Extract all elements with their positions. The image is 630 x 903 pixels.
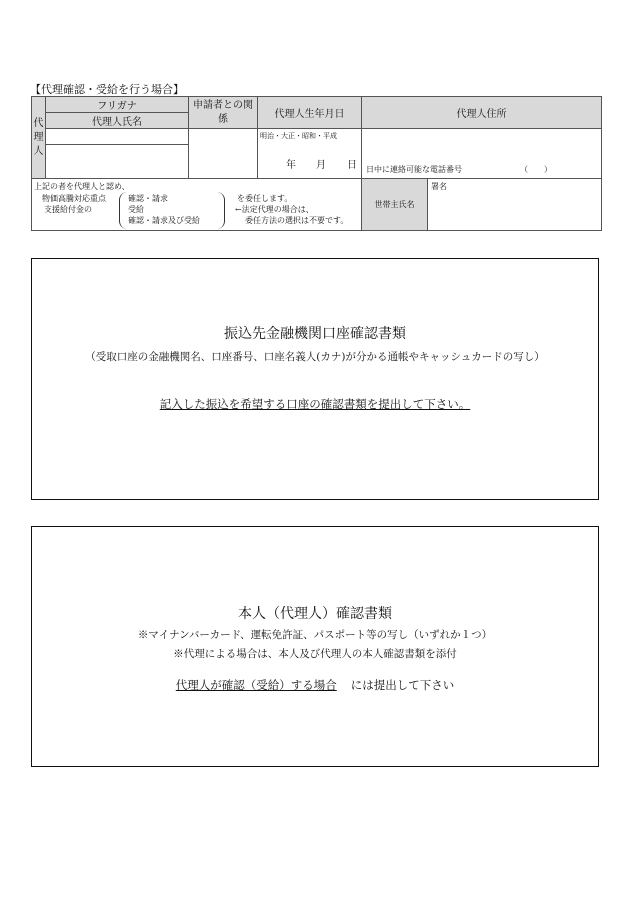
delegation-subject-1: 物価高騰対応重点 xyxy=(42,194,106,203)
birthdate-field[interactable] xyxy=(258,129,362,179)
furigana-field[interactable] xyxy=(46,129,189,145)
furigana-header: フリガナ xyxy=(46,97,189,113)
id-box-instruction xyxy=(32,677,598,693)
delegation-intro: 上記の者を代理人と認め、 xyxy=(34,182,130,191)
id-box-note-2: ※代理による場合は、本人及び代理人の本人確認書類を添付 xyxy=(173,648,457,660)
delegate-text-3: 委任方法の選択は不要です。 xyxy=(245,216,349,225)
relation-header: 申請者との関係 xyxy=(189,97,258,129)
proxy-side-label: 代 理 人 xyxy=(32,97,46,179)
id-box-instruction-underlined: 代理人が確認（受給）する場合 xyxy=(175,678,337,692)
delegate-text-1: を委任します。 xyxy=(237,194,293,203)
signature-field[interactable] xyxy=(428,179,602,231)
bank-box-subtitle: （受取口座の金融機関名、口座番号、口座名義人(カナ)が分かる通帳やキャッシュカードの写し） xyxy=(85,351,545,363)
proxy-form-table xyxy=(31,96,602,231)
id-box-note-1: ※マイナンバーカード、運転免許証、パスポート等の写し（いずれか１つ） xyxy=(137,629,493,641)
option-both[interactable]: 確認・請求及び受給 xyxy=(128,216,200,225)
option-receive[interactable]: 受給 xyxy=(128,205,144,214)
section-title: 【代理確認・受給を行う場合】 xyxy=(30,83,184,96)
name-field[interactable] xyxy=(46,145,189,179)
relation-field[interactable] xyxy=(189,129,258,179)
name-header: 代理人氏名 xyxy=(46,113,189,129)
delegate-text-2: ←法定代理の場合は、 xyxy=(235,205,314,214)
option-confirm-request[interactable]: 確認・請求 xyxy=(128,194,168,203)
id-doc-box xyxy=(31,526,599,767)
day-label: 日 xyxy=(347,160,357,171)
delegation-subject-2: 支援給付金の xyxy=(44,205,92,214)
bank-box-instruction: 記入した振込を希望する口座の確認書類を提出して下さい。 xyxy=(159,397,471,411)
bank-box-title: 振込先金融機関口座確認書類 xyxy=(224,326,406,342)
address-field[interactable] xyxy=(362,129,602,179)
month-label: 月 xyxy=(316,160,326,171)
era-options: 明治・大正・昭和・平成 xyxy=(260,132,337,140)
delegation-cell xyxy=(32,179,362,231)
phone-paren: （ ） xyxy=(520,165,552,174)
address-header: 代理人住所 xyxy=(362,97,602,129)
birthdate-header: 代理人生年月日 xyxy=(258,97,362,129)
id-box-title: 本人（代理人）確認書類 xyxy=(238,606,392,622)
id-box-instruction-rest: には提出して下さい xyxy=(350,678,455,692)
signature-label: 署名 xyxy=(431,182,447,191)
householder-label: 世帯主氏名 xyxy=(362,179,428,231)
phone-label: 日中に連絡可能な電話番号 xyxy=(366,165,462,174)
bank-account-doc-box xyxy=(31,258,599,500)
year-label: 年 xyxy=(286,160,296,171)
